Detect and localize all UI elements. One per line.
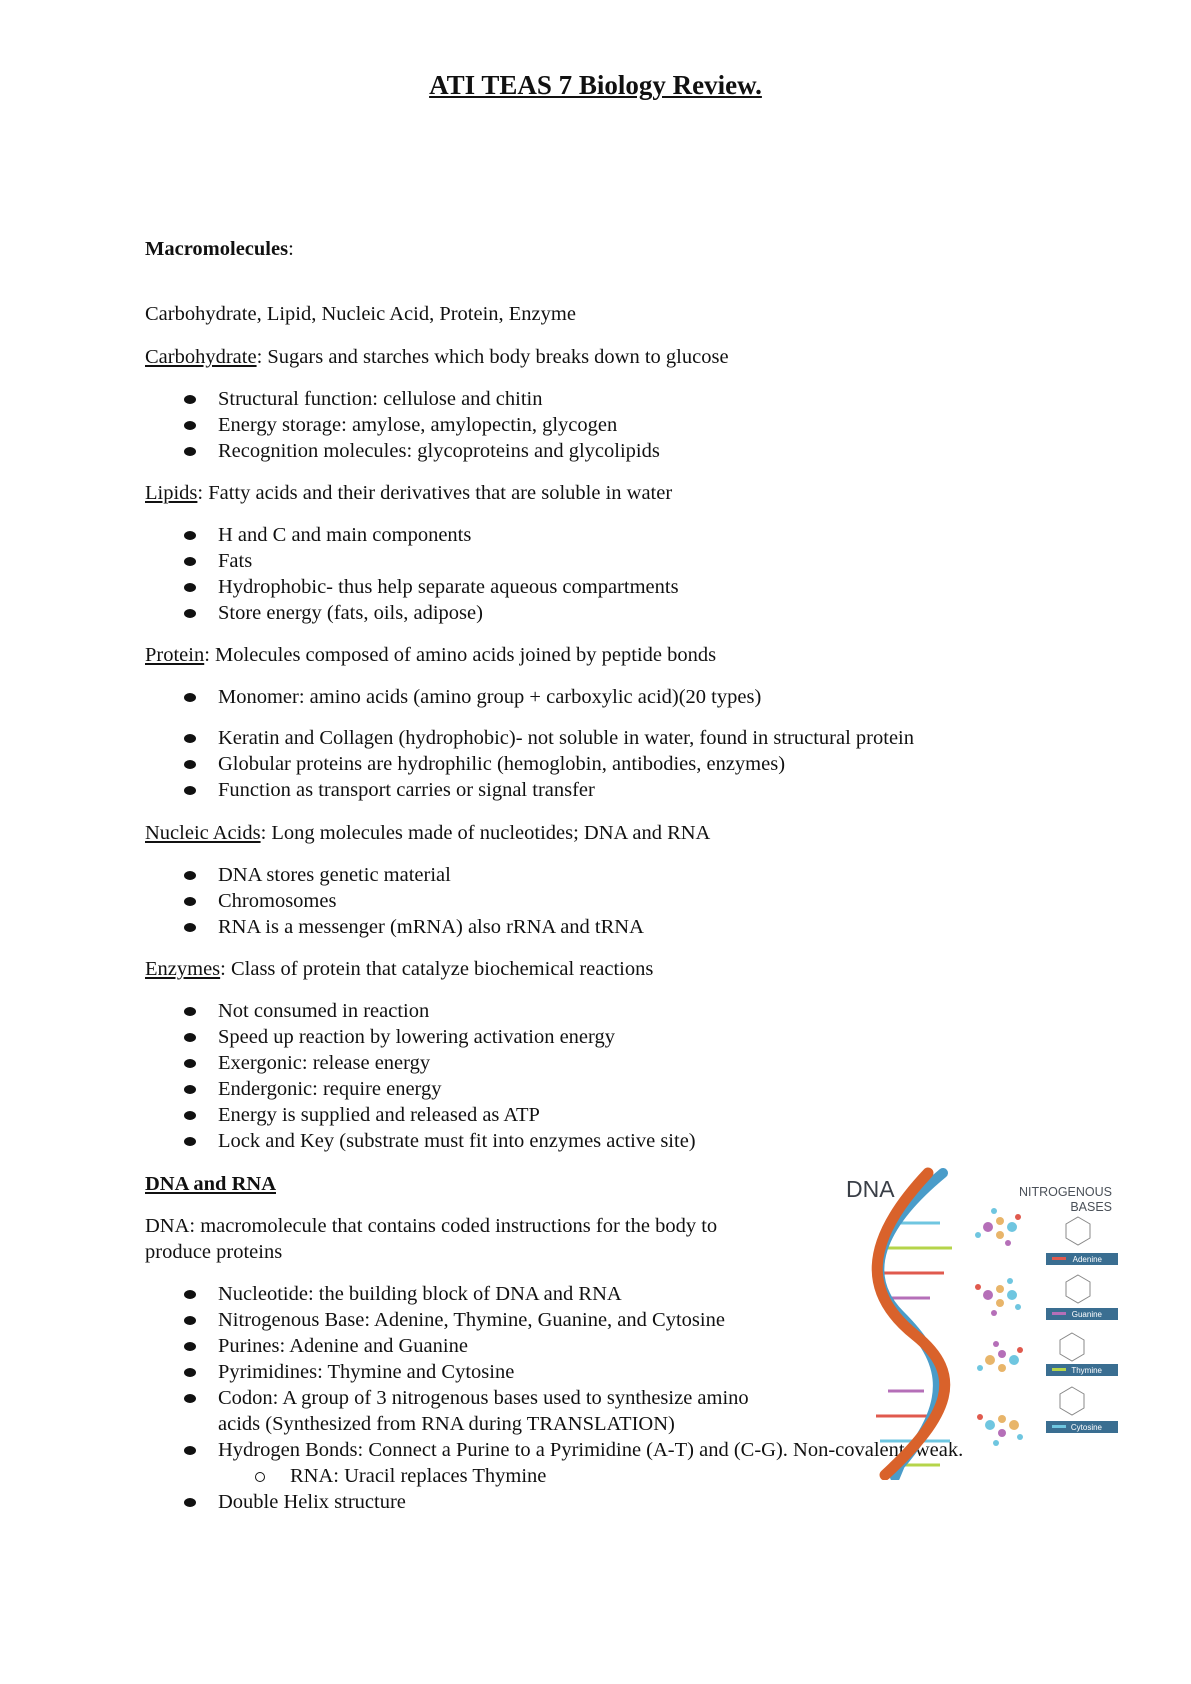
sub-list-item: RNA: Uracil replaces Thymine xyxy=(145,1463,1085,1489)
macromolecules-colon: : xyxy=(288,238,294,260)
base-label-thymine xyxy=(1046,1364,1118,1376)
dna-definition-line-1: DNA: macromolecule that contains coded instructions for the body to xyxy=(145,1215,718,1237)
macromolecule-list: Carbohydrate, Lipid, Nucleic Acid, Protein, Enzyme xyxy=(145,303,576,325)
nucleic-acids-definition xyxy=(145,820,1085,846)
list-item: Lock and Key (substrate must fit into enzymes active site) xyxy=(145,1128,1085,1154)
list-item: Structural function: cellulose and chitin xyxy=(145,386,1085,412)
list-item: Store energy (fats, oils, adipose) xyxy=(145,600,1085,626)
molecule-model-thymine xyxy=(977,1341,1023,1372)
base-pair-rungs xyxy=(876,1223,952,1465)
svg-text:Guanine: Guanine xyxy=(1071,1310,1102,1319)
carbohydrate-bullets xyxy=(145,386,1085,464)
dna-rna-heading: DNA and RNA xyxy=(145,1173,276,1195)
lipids-bullets xyxy=(145,522,1085,626)
list-item: Pyrimidines: Thymine and Cytosine xyxy=(145,1359,1085,1385)
list-item: Codon: A group of 3 nitrogenous bases used to synthesize amino xyxy=(145,1385,1085,1411)
svg-text:Adenine: Adenine xyxy=(1072,1255,1102,1264)
protein-definition xyxy=(145,642,1085,668)
dna-rna-bullets-end xyxy=(145,1489,1085,1515)
list-item: Purines: Adenine and Guanine xyxy=(145,1333,1085,1359)
enzymes-term: Enzymes xyxy=(145,958,221,980)
list-item: Not consumed in reaction xyxy=(145,998,1085,1024)
molecule-model-guanine xyxy=(975,1278,1021,1316)
enzymes-text: : Class of protein that catalyze biochemical reactions xyxy=(220,958,654,980)
list-item: Fats xyxy=(145,548,1085,574)
nitrogenous-bases-title-2: BASES xyxy=(1070,1200,1112,1214)
svg-text:Thymine: Thymine xyxy=(1071,1366,1102,1375)
lipids-definition xyxy=(145,480,1085,506)
list-item: Function as transport carries or signal transfer xyxy=(145,777,1085,803)
dna-definition-line-2: produce proteins xyxy=(145,1241,283,1263)
molecule-model-adenine xyxy=(975,1208,1021,1246)
page-title: ATI TEAS 7 Biology Review. xyxy=(429,70,762,100)
svg-text:Cytosine: Cytosine xyxy=(1070,1423,1102,1432)
base-label-guanine xyxy=(1046,1308,1118,1320)
list-item: Hydrogen Bonds: Connect a Purine to a Pyrimidine (A-T) and (C-G). Non-covalent, weak. xyxy=(145,1437,1085,1463)
molecule-model-cytosine xyxy=(977,1414,1023,1446)
list-item: Keratin and Collagen (hydrophobic)- not soluble in water, found in structural protein xyxy=(145,725,1085,751)
macromolecules-title: Macromolecules xyxy=(145,238,289,260)
list-item: RNA is a messenger (mRNA) also rRNA and tRNA xyxy=(145,914,1085,940)
list-item: Chromosomes xyxy=(145,888,1085,914)
protein-term: Protein xyxy=(145,644,205,666)
dna-figure xyxy=(840,1165,1130,1480)
list-item: Speed up reaction by lowering activation energy xyxy=(145,1024,1085,1050)
list-item: Globular proteins are hydrophilic (hemoglobin, antibodies, enzymes) xyxy=(145,751,1085,777)
enzymes-definition xyxy=(145,956,1085,982)
list-item: Monomer: amino acids (amino group + carboxylic acid)(20 types) xyxy=(145,684,1085,710)
nitrogenous-bases-title-1: NITROGENOUS xyxy=(1018,1185,1112,1199)
list-item: Double Helix structure xyxy=(145,1489,1085,1515)
carbohydrate-definition xyxy=(145,344,1085,370)
list-item: Hydrophobic- thus help separate aqueous compartments xyxy=(145,574,1085,600)
macromolecules-heading xyxy=(145,236,1085,262)
carbohydrate-term: Carbohydrate xyxy=(145,346,257,368)
lipids-text: : Fatty acids and their derivatives that are soluble in water xyxy=(197,482,673,504)
list-item: DNA stores genetic material xyxy=(145,862,1085,888)
list-item: Nitrogenous Base: Adenine, Thymine, Guanine, and Cytosine xyxy=(145,1307,1085,1333)
enzymes-bullets xyxy=(145,998,1085,1154)
base-label-adenine xyxy=(1046,1253,1118,1265)
list-item: Recognition molecules: glycoproteins and glycolipids xyxy=(145,438,1085,464)
list-item: Energy storage: amylose, amylopectin, glycogen xyxy=(145,412,1085,438)
list-item: H and C and main components xyxy=(145,522,1085,548)
protein-bullets xyxy=(145,684,1085,803)
lipids-term: Lipids xyxy=(145,482,198,504)
dna-illustration xyxy=(840,1165,1130,1480)
list-item: Nucleotide: the building block of DNA and RNA xyxy=(145,1281,1085,1307)
nucleic-acids-term: Nucleic Acids xyxy=(145,822,261,844)
codon-continuation-text: acids (Synthesized from RNA during TRANSLATION) xyxy=(218,1413,675,1435)
protein-text: : Molecules composed of amino acids joined by peptide bonds xyxy=(204,644,717,666)
dna-figure-title: DNA xyxy=(846,1176,895,1202)
list-item: Endergonic: require energy xyxy=(145,1076,1085,1102)
nucleic-acids-bullets xyxy=(145,862,1085,940)
list-item: Exergonic: release energy xyxy=(145,1050,1085,1076)
carbohydrate-text: : Sugars and starches which body breaks down to glucose xyxy=(256,346,729,368)
nucleic-acids-text: : Long molecules made of nucleotides; DNA and RNA xyxy=(260,822,711,844)
list-item: Energy is supplied and released as ATP xyxy=(145,1102,1085,1128)
base-label-cytosine xyxy=(1046,1421,1118,1433)
